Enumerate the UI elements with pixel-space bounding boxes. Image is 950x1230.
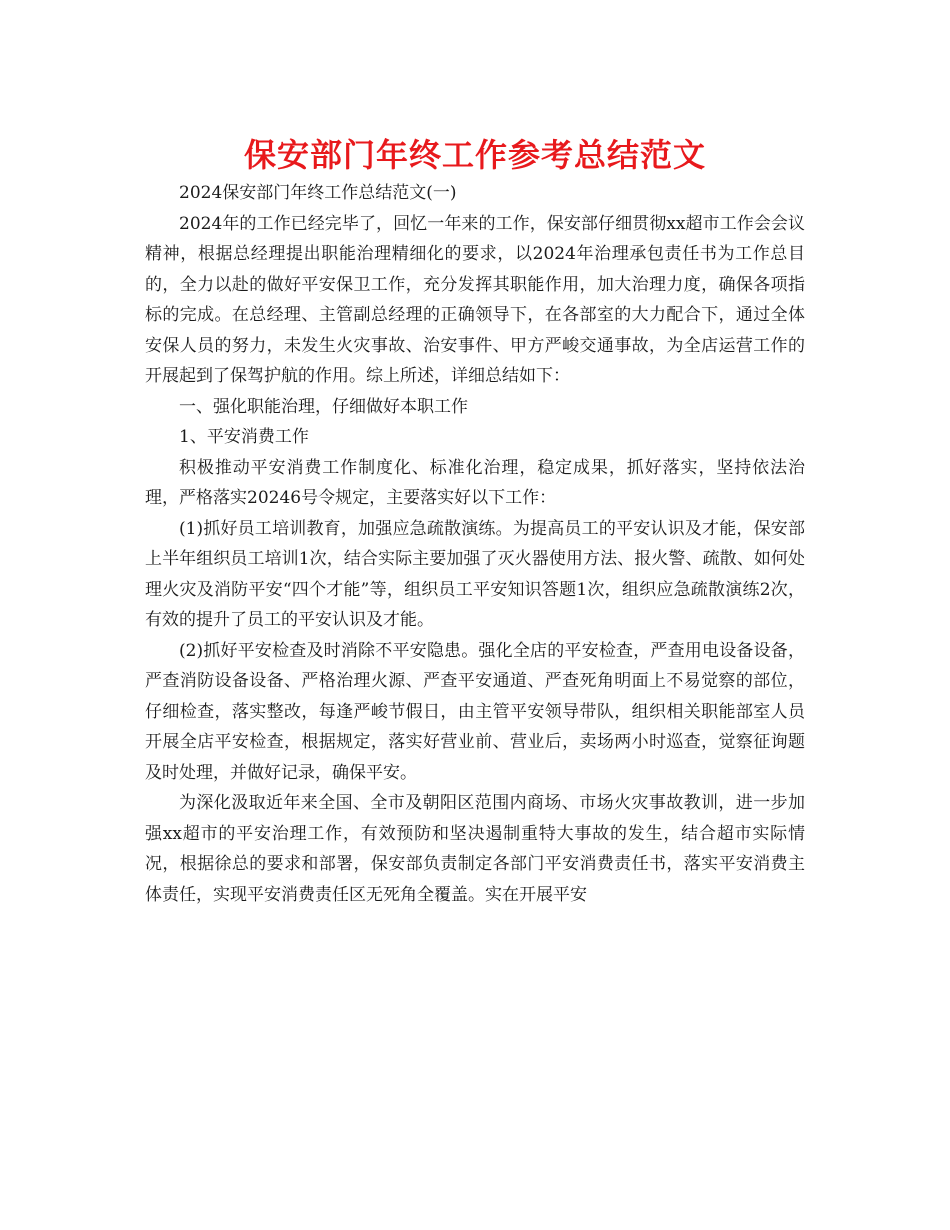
paragraph: (2)抓好平安检查及时消除不平安隐患。强化全店的平安检查，严查用电设备设备，严查消防设备设备、严格治理火源、严查平安通道、严查死角明面上不易觉察的部位，仔细检查，落实整改，每逢严峻节假日，由主管平安领导带队，组织相关职能部室人员开展全店平安检查，根据规定，落实好营业前、营业后，卖场两小时巡查，觉察征询题及时处理，并做好记录，确保平安。: [145, 640, 805, 783]
paragraph: (1)抓好员工培训教育，加强应急疏散演练。为提高员工的平安认识及才能，保安部上半年组织员工培训1次，结合实际主要加强了灭火器使用方法、报火警、疏散、如何处理火灾及消防平安“四个才能”等，组织员工平安知识答题1次，组织应急疏散演练2次，有效的提升了员工的平安认识及才能。: [145, 518, 805, 630]
paragraph-section-heading: 一、强化职能治理，仔细做好本职工作: [179, 396, 468, 417]
document-title: 保安部门年终工作参考总结范文: [243, 136, 706, 174]
paragraph: 积极推动平安消费工作制度化、标准化治理，稳定成果，抓好落实，坚持依法治理，严格落实20246号令规定，主要落实好以下工作：: [145, 457, 805, 508]
paragraph-subsection-heading: 1、平安消费工作: [179, 427, 309, 447]
paragraph-subtitle: 2024保安部门年终工作总结范文(一): [179, 183, 457, 203]
paragraph: 为深化汲取近年来全国、全市及朝阳区范围内商场、市场火灾事故教训，进一步加强xx超市的平安治理工作，有效预防和坚决遏制重特大事故的发生，结合超市实际情况，根据徐总的要求和部署，保安部负责制定各部门平安消费责任书，落实平安消费主体责任，实现平安消费责任区无死角全覆盖。实在开展平安: [145, 793, 805, 905]
paragraph: 2024年的工作已经完毕了，回忆一年来的工作，保安部仔细贯彻xx超市工作会会议精神，根据总经理提出职能治理精细化的要求，以2024年治理承包责任书为工作总目的，全力以赴的做好平安保卫工作，充分发挥其职能作用，加大治理力度，确保各项指标的完成。在总经理、主管副总经理的正确领导下，在各部室的大力配合下，通过全体安保人员的努力，未发生火灾事故、治安事件、甲方严峻交通事故，为全店运营工作的开展起到了保驾护航的作用。综上所述，详细总结如下：: [145, 213, 805, 386]
document-body: [145, 178, 805, 910]
